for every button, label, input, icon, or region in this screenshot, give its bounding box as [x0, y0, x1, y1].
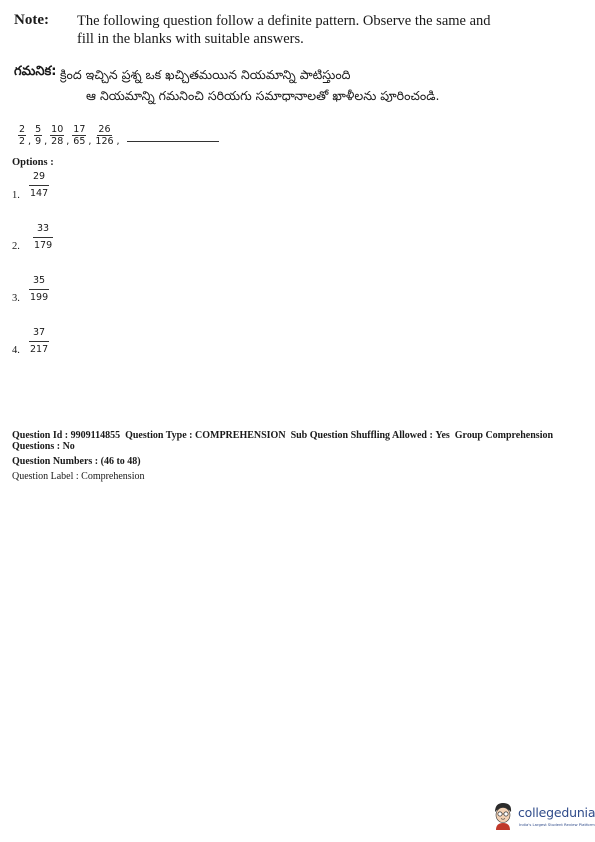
note-text-line-2: fill in the blanks with suitable answers.: [77, 31, 304, 47]
logo-text: collegedunia: [518, 805, 595, 820]
options-label: Options :: [12, 157, 54, 168]
sequence-numerator: 26: [98, 124, 111, 135]
option-denominator: 217: [30, 344, 49, 355]
option-index: 2.: [12, 241, 20, 252]
sequence-denominator: 28: [51, 136, 64, 147]
sequence-term: [94, 124, 114, 147]
option-denominator: 147: [30, 188, 49, 199]
option-fraction: [32, 222, 54, 252]
question-id: 9909114855: [70, 430, 121, 441]
shuffle-label: Sub Question Shuffling Allowed :: [290, 430, 433, 441]
sequence-term: [34, 124, 42, 147]
option-denominator: 179: [34, 240, 53, 251]
question-label-value: Comprehension: [81, 471, 145, 482]
option-numerator: 29: [33, 171, 46, 182]
sequence-numerator: 5: [35, 124, 42, 135]
fraction-bar: [33, 237, 53, 238]
sequence-denominator: 126: [95, 136, 114, 147]
comma: ,: [116, 136, 120, 147]
fraction-bar: [29, 341, 49, 342]
sequence-numerator: 10: [51, 124, 64, 135]
comma: ,: [88, 136, 92, 147]
sequence-denominator: 65: [73, 136, 86, 147]
questions-value: No: [62, 441, 75, 452]
note-text-line-1: The following question follow a definite pattern. Observe the same and: [77, 13, 491, 29]
telugu-note-text: [60, 64, 540, 106]
meta-row-numbers: [12, 456, 553, 467]
question-meta: [12, 430, 553, 482]
option-denominator: 199: [30, 292, 49, 303]
option-numerator: 37: [33, 327, 46, 338]
shuffle-value: Yes: [435, 430, 450, 441]
option-index: 1.: [12, 190, 20, 201]
number-sequence: [18, 124, 219, 147]
question-numbers-label: Question Numbers :: [12, 456, 99, 467]
comma: ,: [28, 136, 32, 147]
comma: ,: [66, 136, 70, 147]
student-mascot-icon: [491, 801, 515, 831]
note-text: [77, 12, 547, 48]
telugu-note-label: గమనిక:: [14, 64, 57, 79]
sequence-denominator: 2: [19, 136, 26, 147]
comma: ,: [44, 136, 48, 147]
fraction-bar: [29, 289, 49, 290]
fraction-bar: [29, 185, 49, 186]
option-fraction: [28, 170, 50, 200]
question-label-label: Question Label :: [12, 471, 79, 482]
meta-row-label: [12, 471, 553, 482]
question-type-label: Question Type :: [125, 430, 193, 441]
telugu-note-line-1: క్రింద ఇచ్చిన ప్రశ్న ఒక ఖచ్చితమయిన నియమాన్ని పాటిస్తుంది: [60, 67, 351, 82]
telugu-note-line-2: ఆ నియమాన్ని గమనించి సరియగు సమాధానాలతో ఖాళీలను పూరించండి.: [86, 88, 440, 103]
option-numerator: 33: [37, 223, 50, 234]
questions-label: Questions :: [12, 441, 61, 452]
option-fraction: [28, 274, 50, 304]
answer-blank: [127, 141, 219, 142]
meta-row-questions: [12, 441, 553, 452]
sequence-term: [50, 124, 64, 147]
option-index: 4.: [12, 345, 20, 356]
question-type: COMPREHENSION: [195, 430, 286, 441]
group-label: Group Comprehension: [454, 430, 554, 441]
option-fraction: [28, 326, 50, 356]
question-id-label: Question Id :: [12, 430, 69, 441]
sequence-term: [72, 124, 86, 147]
option-index: 3.: [12, 293, 20, 304]
meta-row-ids: [12, 430, 553, 441]
sequence-term: [18, 124, 26, 147]
sequence-denominator: 9: [35, 136, 42, 147]
note-label: Note:: [14, 12, 49, 28]
option-numerator: 35: [33, 275, 46, 286]
sequence-numerator: 17: [73, 124, 86, 135]
question-numbers: (46 to 48): [100, 456, 141, 467]
sequence-numerator: 2: [19, 124, 26, 135]
logo-tagline: India's Largest Student Review Platform: [519, 822, 595, 827]
collegedunia-logo: [491, 801, 595, 837]
